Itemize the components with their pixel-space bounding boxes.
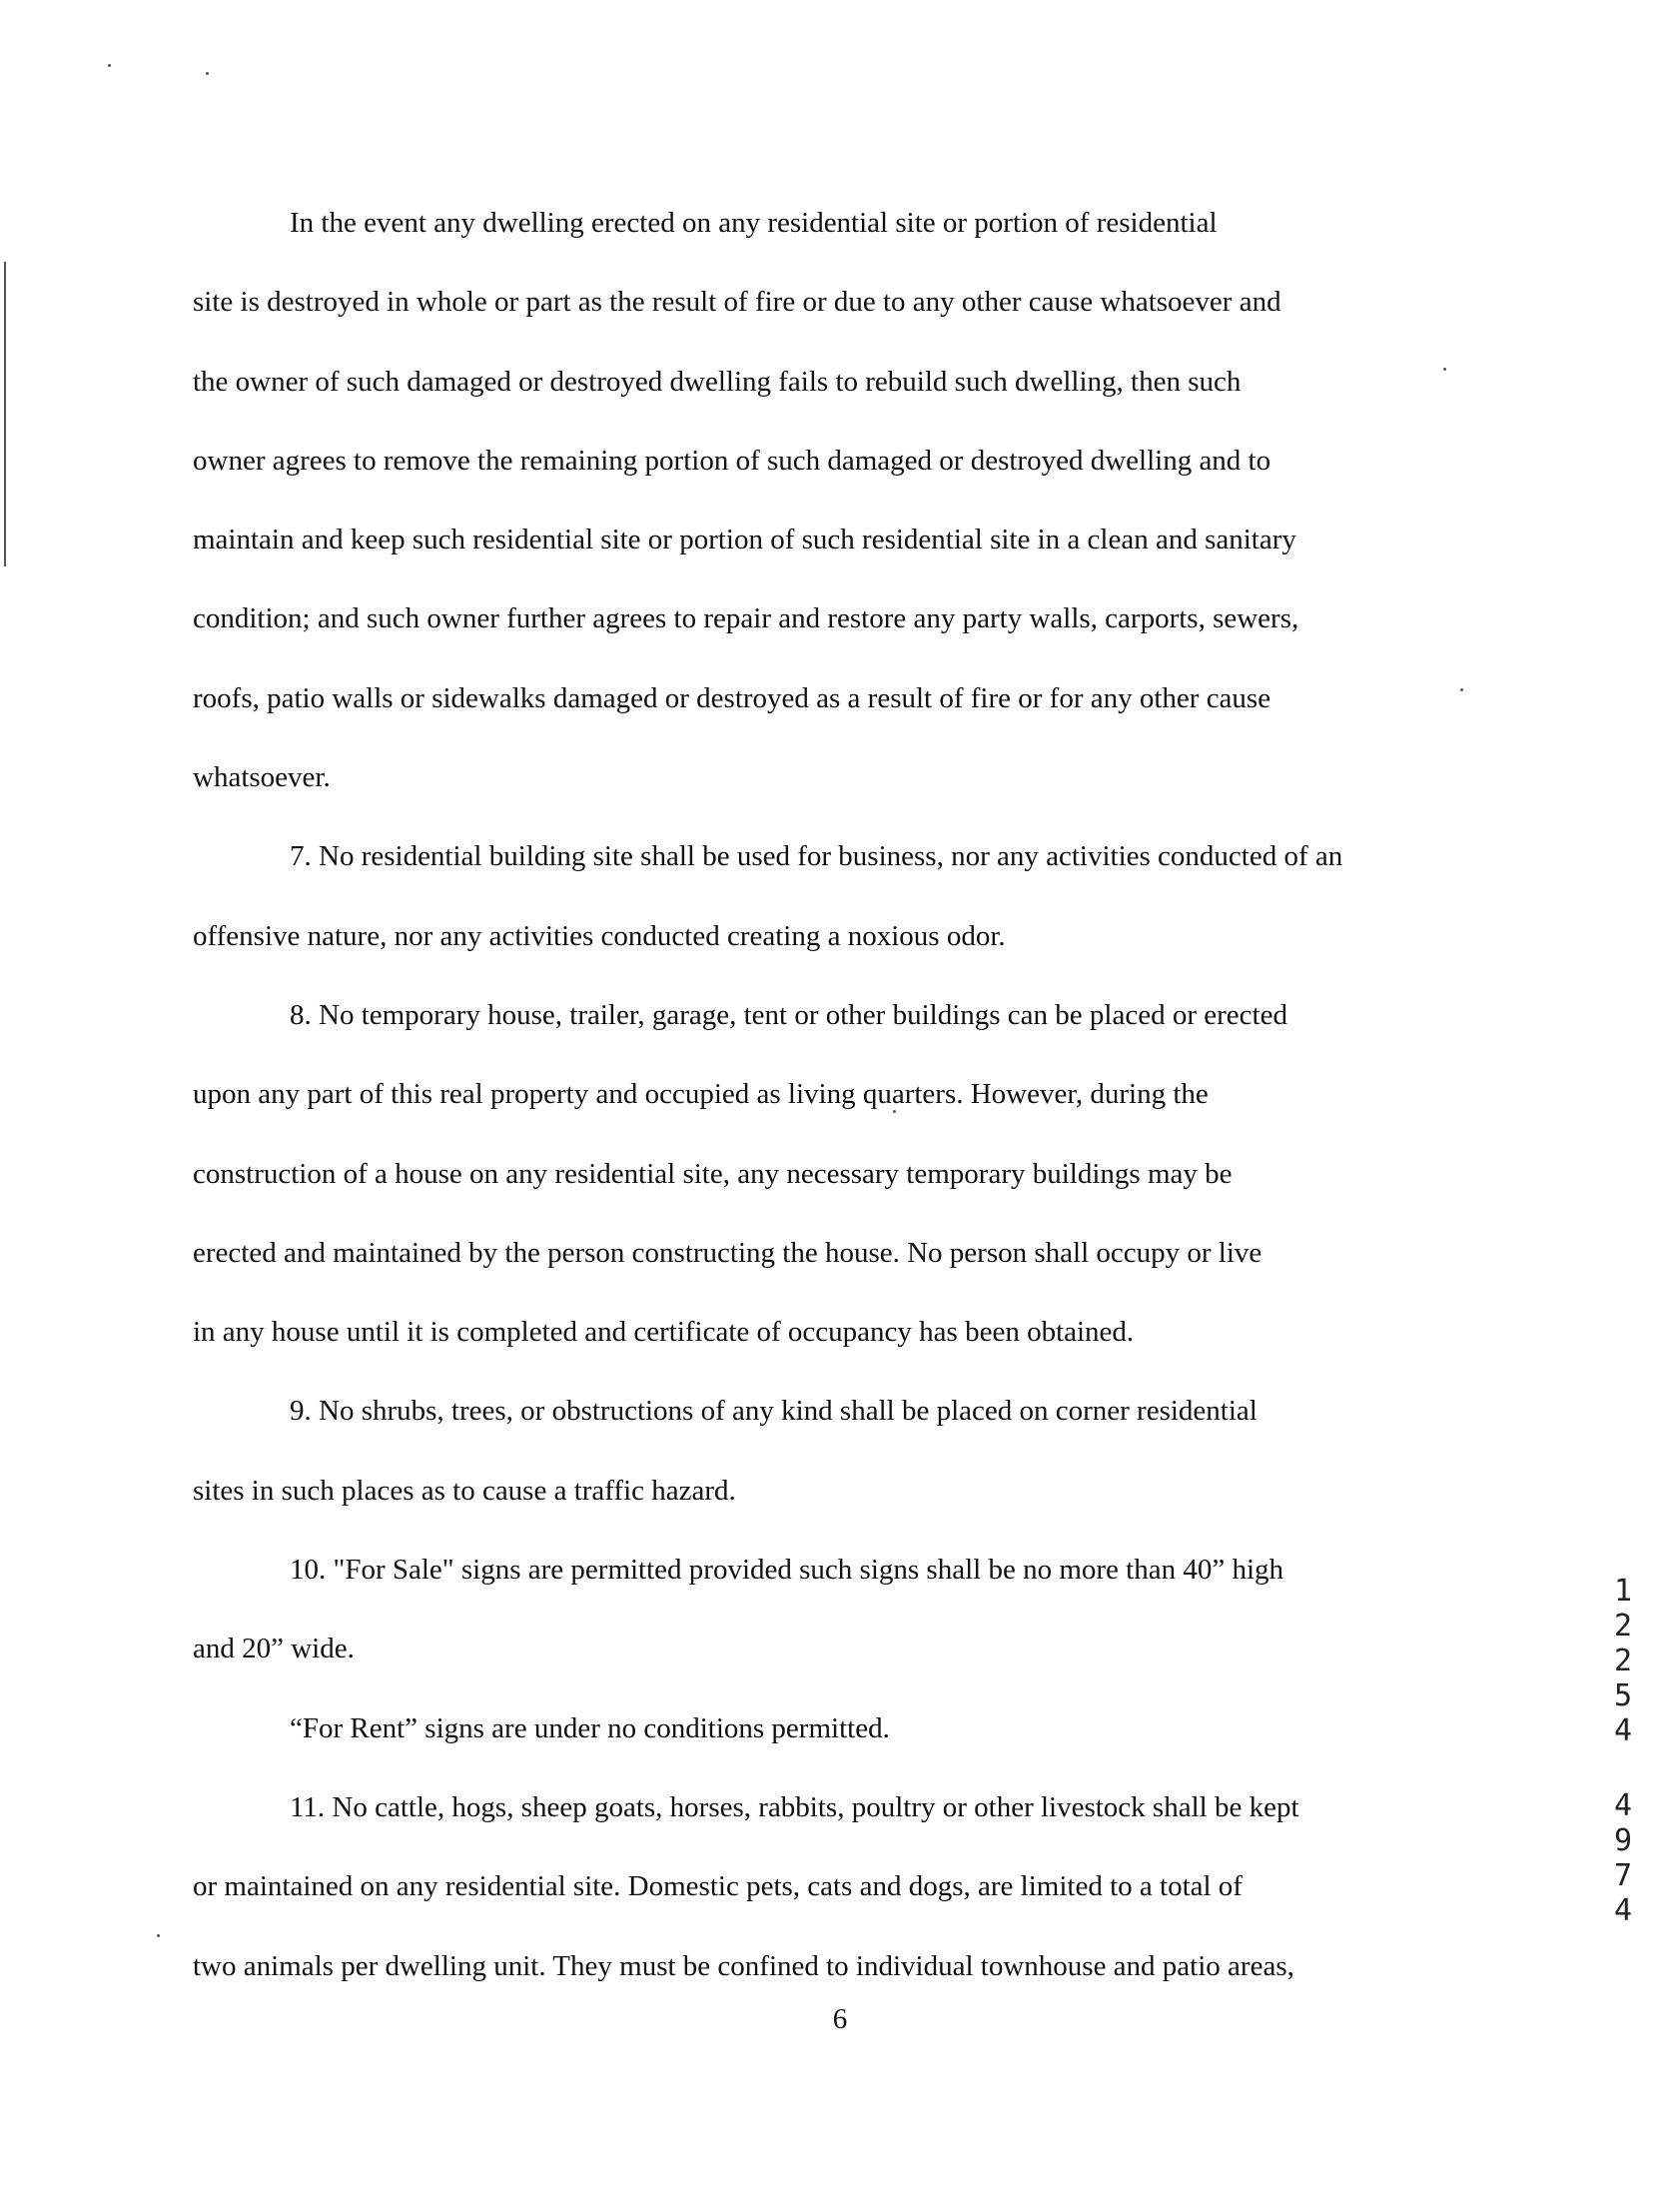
text-line: 8. No temporary house, trailer, garage, tent or other buildings can be placed or erected <box>290 998 1287 1031</box>
text-line: in any house until it is completed and certificate of occupancy has been obtained. <box>193 1316 1135 1349</box>
scan-speck <box>108 64 111 67</box>
scan-speck <box>157 1934 160 1937</box>
text-line: sites in such places as to cause a traffic hazard. <box>193 1474 736 1507</box>
stamp-digit: 2 <box>1613 1644 1633 1678</box>
text-line: In the event any dwelling erected on any residential site or portion of residential <box>290 207 1218 239</box>
text-line: offensive nature, nor any activities conducted creating a noxious odor. <box>193 919 1006 952</box>
stamp-digit: 4 <box>1613 1788 1633 1823</box>
stamp-gap <box>1606 1748 1640 1788</box>
text-line: “For Rent” signs are under no conditions permitted. <box>290 1711 890 1744</box>
stamp-digit: 5 <box>1613 1678 1633 1713</box>
document-body <box>193 184 1491 2006</box>
stamp-digit: 7 <box>1613 1858 1633 1893</box>
stamp-digit: 1 <box>1613 1574 1633 1609</box>
text-line: erected and maintained by the person constructing the house. No person shall occupy or live <box>193 1236 1262 1269</box>
text-line: 9. No shrubs, trees, or obstructions of any kind shall be placed on corner residential <box>290 1395 1258 1428</box>
text-line: 10. "For Sale" signs are permitted provided such signs shall be no more than 40” high <box>290 1554 1284 1587</box>
scan-speck <box>206 72 209 75</box>
text-line: site is destroyed in whole or part as the result of fire or due to any other cause whatsoever and <box>193 286 1281 319</box>
text-line: whatsoever. <box>193 761 331 794</box>
text-line: 11. No cattle, hogs, sheep goats, horses, rabbits, poultry or other livestock shall be kept <box>290 1790 1299 1823</box>
stamp-digit: 4 <box>1613 1893 1633 1928</box>
text-line: and 20” wide. <box>193 1633 355 1665</box>
text-line: construction of a house on any residential site, any necessary temporary buildings may be <box>193 1157 1233 1190</box>
page-number: 6 <box>832 2003 848 2035</box>
text-line: the owner of such damaged or destroyed dwelling fails to rebuild such dwelling, then such <box>193 365 1242 398</box>
text-line: or maintained on any residential site. Domestic pets, cats and dogs, are limited to a total of <box>193 1870 1243 1903</box>
text-line: 7. No residential building site shall be used for business, nor any activities conducted of an <box>290 840 1343 873</box>
scan-margin-bar <box>4 262 6 566</box>
stamp-digit: 9 <box>1613 1823 1633 1858</box>
text-line: owner agrees to remove the remaining portion of such damaged or destroyed dwelling and to <box>193 444 1271 477</box>
stamp-digit: 2 <box>1613 1609 1633 1644</box>
text-line: upon any part of this real property and occupied as living quarters. However, during the <box>193 1078 1209 1111</box>
text-line: condition; and such owner further agrees to repair and restore any party walls, carports, sewers, <box>193 602 1299 635</box>
text-line: roofs, patio walls or sidewalks damaged or destroyed as a result of fire or for any other cause <box>193 681 1271 714</box>
recording-number-stamp <box>1606 1574 1640 1928</box>
stamp-digit: 4 <box>1613 1713 1633 1748</box>
text-line: maintain and keep such residential site or portion of such residential site in a clean and sanitary <box>193 524 1296 556</box>
text-line: two animals per dwelling unit. They must be confined to individual townhouse and patio areas, <box>193 1949 1294 1982</box>
